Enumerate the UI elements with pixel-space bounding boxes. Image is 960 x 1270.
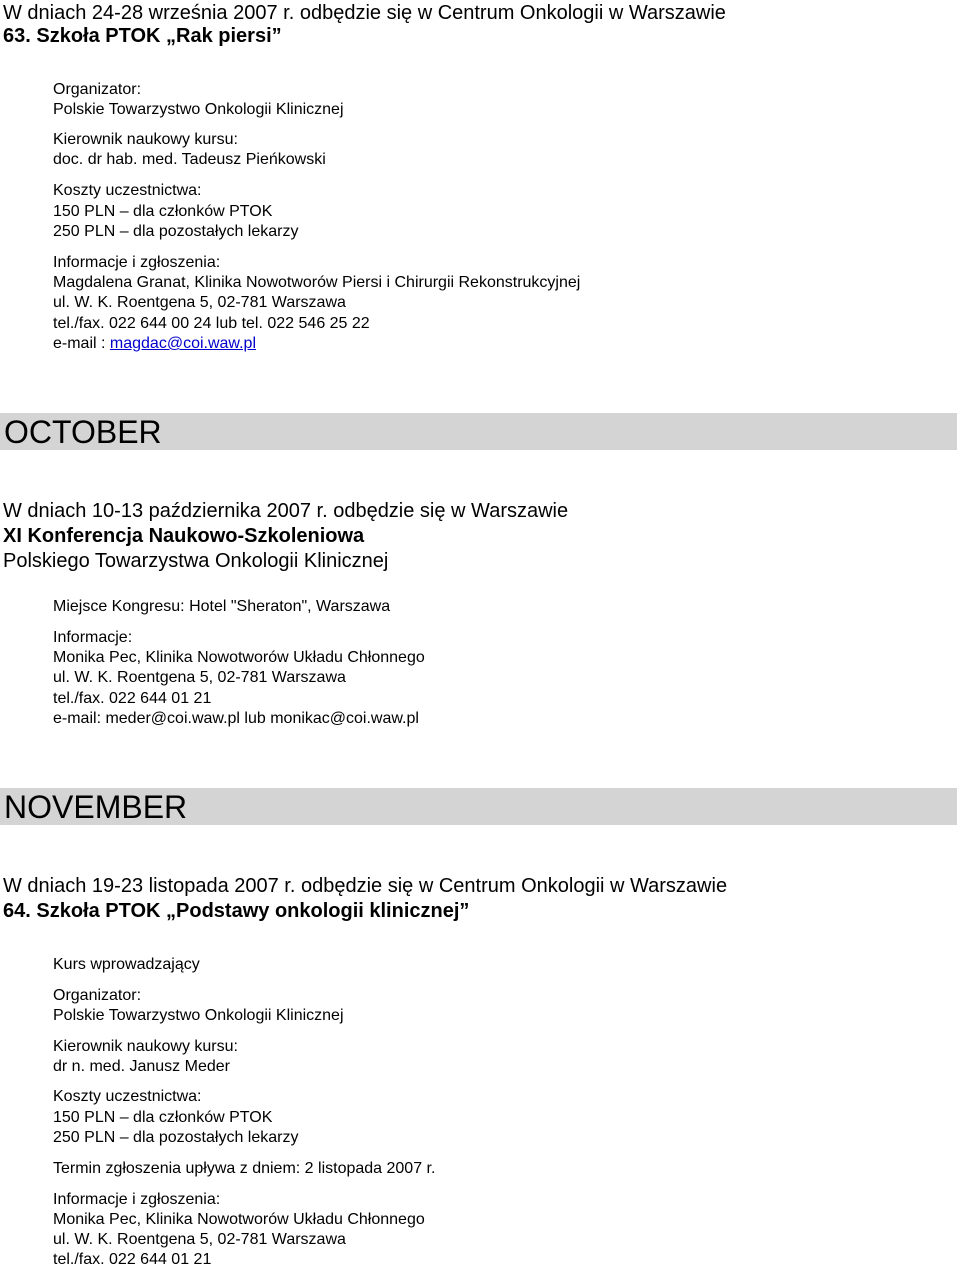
oct-contact-name: Monika Pec, Klinika Nowotworów Układu Chłonnego	[53, 649, 425, 666]
sept-organizer: Polskie Towarzystwo Onkologii Klinicznej	[53, 101, 344, 118]
sept-email-link[interactable]: magdac@coi.waw.pl	[109, 335, 256, 352]
oct-email-line: e-mail: meder@coi.waw.pl lub monikac@coi.waw.pl	[53, 710, 419, 727]
nov-dates: W dniach 19-23 listopada 2007 r. odbędzie się w Centrum Onkologii w Warszawie	[3, 875, 728, 897]
nov-cost-members: 150 PLN – dla członków PTOK	[53, 1109, 273, 1126]
sept-title: 63. Szkoła PTOK „Rak piersi”	[3, 25, 282, 47]
nov-cost-label: Koszty uczestnictwa:	[53, 1088, 202, 1105]
nov-organizer-label: Organizator:	[53, 987, 142, 1004]
sept-phone: tel./fax. 022 644 00 24 lub tel. 022 546 25 22	[53, 315, 370, 332]
nov-deadline: Termin zgłoszenia upływa z dniem: 2 listopada 2007 r.	[53, 1160, 436, 1177]
november-band	[0, 788, 957, 825]
sept-cost-others: 250 PLN – dla pozostałych lekarzy	[53, 223, 299, 240]
sept-organizer-label: Organizator:	[53, 81, 142, 98]
oct-info-label: Informacje:	[53, 629, 133, 646]
sept-cost-members: 150 PLN – dla członków PTOK	[53, 203, 273, 220]
october-heading: OCTOBER	[4, 414, 162, 450]
nov-title: 64. Szkoła PTOK „Podstawy onkologii klinicznej”	[3, 900, 470, 922]
october-band	[0, 413, 957, 450]
oct-address: ul. W. K. Roentgena 5, 02-781 Warszawa	[53, 669, 346, 686]
sept-contact-name: Magdalena Granat, Klinika Nowotworów Piersi i Chirurgii Rekonstrukcyjnej	[53, 274, 581, 291]
nov-phone: tel./fax. 022 644 01 21	[53, 1251, 212, 1268]
nov-address: ul. W. K. Roentgena 5, 02-781 Warszawa	[53, 1231, 346, 1248]
oct-phone: tel./fax. 022 644 01 21	[53, 690, 212, 707]
oct-title: XI Konferencja Naukowo-Szkoleniowa	[3, 525, 365, 547]
oct-dates: W dniach 10-13 października 2007 r. odbędzie się w Warszawie	[3, 500, 569, 522]
nov-organizer: Polskie Towarzystwo Onkologii Klinicznej	[53, 1007, 344, 1024]
nov-cost-others: 250 PLN – dla pozostałych lekarzy	[53, 1129, 299, 1146]
nov-course-type: Kurs wprowadzający	[53, 956, 200, 973]
sept-director: doc. dr hab. med. Tadeusz Pieńkowski	[53, 151, 326, 168]
sept-director-label: Kierownik naukowy kursu:	[53, 131, 238, 148]
sept-cost-label: Koszty uczestnictwa:	[53, 182, 202, 199]
nov-info-label: Informacje i zgłoszenia:	[53, 1191, 221, 1208]
november-heading: NOVEMBER	[4, 789, 188, 825]
sept-email-line	[53, 334, 256, 354]
sept-email-prefix: e-mail :	[53, 335, 110, 352]
sept-dates: W dniach 24-28 września 2007 r. odbędzie się w Centrum Onkologii w Warszawie	[3, 2, 726, 24]
sept-info-label: Informacje i zgłoszenia:	[53, 254, 221, 271]
nov-director-label: Kierownik naukowy kursu:	[53, 1038, 238, 1055]
oct-venue: Miejsce Kongresu: Hotel "Sheraton", Warszawa	[53, 598, 391, 615]
nov-contact-name: Monika Pec, Klinika Nowotworów Układu Chłonnego	[53, 1211, 425, 1228]
nov-director: dr n. med. Janusz Meder	[53, 1058, 230, 1075]
oct-subtitle: Polskiego Towarzystwa Onkologii Klinicznej	[3, 550, 389, 572]
sept-address: ul. W. K. Roentgena 5, 02-781 Warszawa	[53, 294, 346, 311]
